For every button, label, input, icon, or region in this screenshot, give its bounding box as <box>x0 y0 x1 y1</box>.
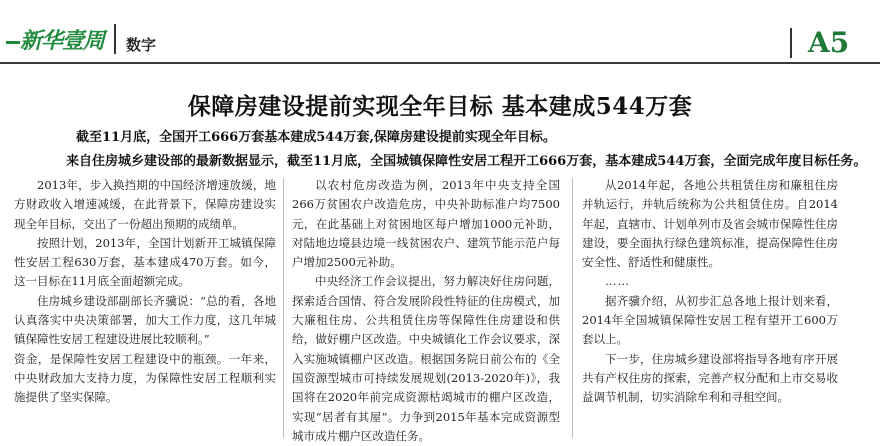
article-column-3 <box>582 176 838 408</box>
article-column-2 <box>292 176 560 446</box>
paragraph: 住房城乡建设部副部长齐骥说：“总的看，各地认真落实中央决策部署，加大工作力度，这几年城镇保障性安居工程建设进展比较顺利。” <box>14 293 276 347</box>
paragraph: 下一步，住房城乡建设部将指导各地有序开展共有产权住房的探索，完善产权分配和上市交易收益调节机制，切实消除牟利和寻租空间。 <box>582 351 838 405</box>
article-headline: 保障房建设提前实现全年目标 基本建成544万套 <box>187 93 693 120</box>
paragraph: 资金，是保障性安居工程建设中的瓶颈。一年来，中央财政加大支持力度，为保障性安居工程顺利实施提供了坚实保障。 <box>14 351 276 405</box>
article-lead-summary: 截至11月底，全国开工666万套基本建成544万套,保障房建设提前实现全年目标。 <box>76 130 556 145</box>
paragraph: 中央经济工作会议提出，努力解决好住房问题，探索适合国情、符合发展阶段性特征的住房模式，加大廉租住房、公共租赁住房等保障性住房建设和供给，做好棚户区改造。中央城镇化工作会议要求，深入实施城镇棚户区改造。根据国务院日前公布的《全国资源型城市可持续发展规划(2013-2020年)》，我国将在2020年前完成资源枯竭城市的棚户区改造，实现“居者有其屋”。力争到2015年基本完成资源型城市成片棚户区改造任务。 <box>292 274 560 443</box>
paragraph: 从2014年起，各地公共租赁住房和廉租住房并轨运行，并轨后统称为公共租赁住房。自2014年起，直辖市、计划单列市及省会城市保障性住房建设，要全面执行绿色建筑标准，提高保障性住房安全性、舒适性和健康性。 <box>582 178 838 270</box>
article-lead-detail: 来自住房城乡建设部的最新数据显示，截至11月底，全国城镇保障性安居工程开工666万套，基本建成544万套，全面完成年度目标任务。 <box>66 154 867 169</box>
page-header <box>0 0 880 66</box>
header-separator-left <box>114 24 116 54</box>
column-divider <box>283 178 284 438</box>
page-number: A5 <box>808 26 850 59</box>
paragraph: 以农村危房改造为例，2013年中央支持全国266万贫困农户改造危房，中央补助标准户均7500元，在此基础上对贫困地区每户增加1000元补助，对陆地边境县边境一线贫困农户、建筑节能示范户每户增加2500元补助。 <box>292 178 560 270</box>
section-name: 数字 <box>126 36 157 54</box>
paragraph: 据齐骥介绍，从初步汇总各地上报计划来看，2014年全国城镇保障性安居工程有望开工600万套以上。 <box>582 293 838 347</box>
paragraph: 2013年，步入换挡期的中国经济增速放缓，地方财政收入增速减缓，在此背景下，保障房建设实现全年目标，交出了一份超出预期的成绩单。 <box>14 178 276 231</box>
article-column-1 <box>14 176 276 408</box>
ellipsis-break: …… <box>605 274 630 289</box>
newspaper-logo <box>6 22 110 58</box>
column-divider <box>572 178 573 438</box>
paragraph: 按照计划，2013年，全国计划新开工城镇保障性安居工程630万套，基本建成470万套。如今，这一目标在11月底全面超额完成。 <box>14 235 276 289</box>
header-rule <box>0 62 880 64</box>
logo-dash <box>6 41 20 44</box>
logo-text: 新华壹周 <box>20 29 105 54</box>
header-separator-right <box>790 28 792 58</box>
